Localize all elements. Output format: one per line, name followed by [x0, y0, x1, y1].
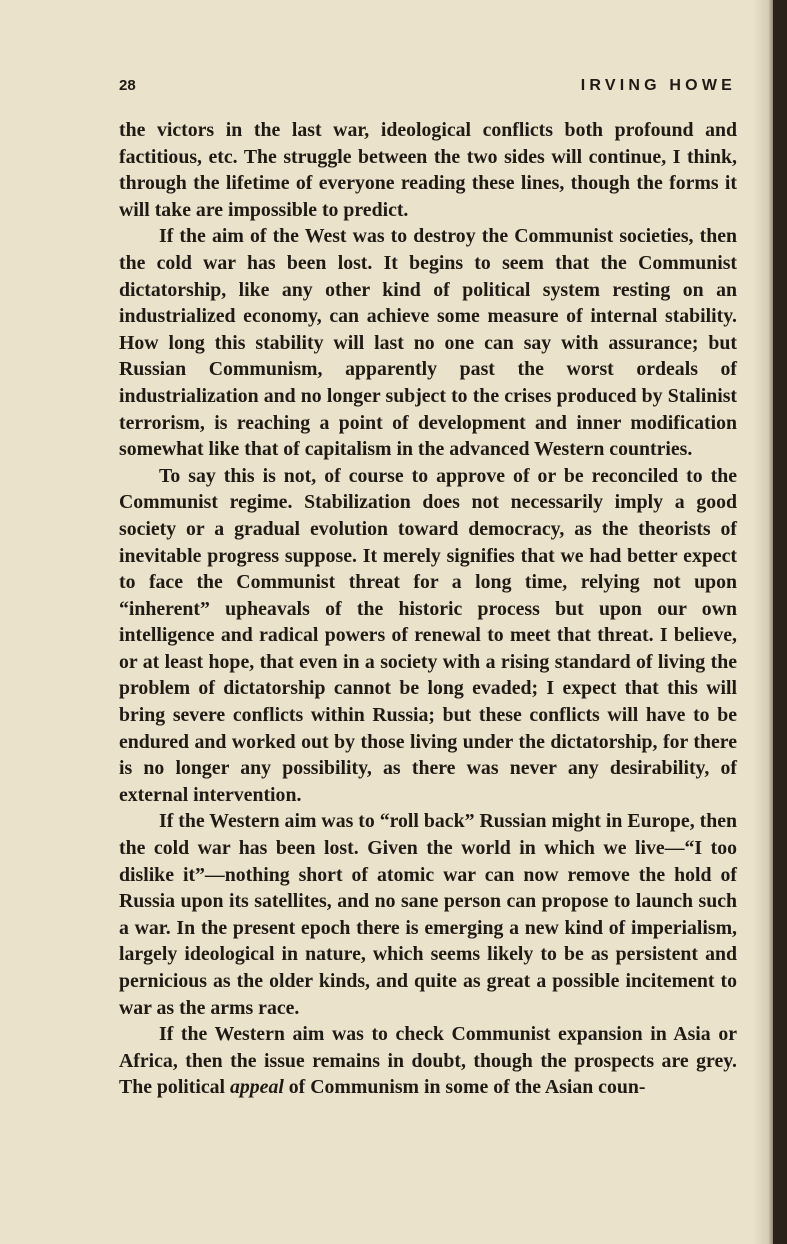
page-number: 28: [119, 77, 136, 94]
body-text: [119, 117, 737, 1101]
binding-edge: [773, 0, 787, 1244]
emphasized-word: appeal: [230, 1076, 284, 1099]
paragraph-5: [119, 1021, 737, 1101]
paragraph-4: If the Western aim was to “roll back” Russian might in Europe, then the cold war has been lost. Given the world in which we live—“I too dislike it”—nothing short of atomic war can now remove the hold of Russia upon its satellites, and no sane person can propose to launch such a war. In the present epoch there is emerging a new kind of imperialism, largely ideological in nature, which seems likely to be as persistent and pernicious as the older kinds, and quite as great a possible incitement to war as the arms race.: [119, 810, 737, 1019]
page-header: [119, 77, 736, 101]
paragraph-1: the victors in the last war, ideological conflicts both profound and factitious, etc. The struggle between the two sides will continue, I think, through the lifetime of everyone reading these lines, though the forms it will take are impossible to predict.: [119, 119, 737, 221]
running-head: IRVING HOWE: [580, 77, 736, 94]
paragraph-5-text-before: If the Western aim was to check Communist expansion in Asia or Africa, then the issue remains in doubt, though the prospects are grey. The political: [119, 1023, 737, 1099]
paragraph-3: To say this is not, of course to approve of or be reconciled to the Communist regime. Stabilization does not necessarily imply a good society or a gradual evolution toward democracy, as the theorists of inevitable progress suppose. It merely signifies that we had better expect to face the Communist threat for a long time, relying not upon “inherent” upheavals of the historic process but upon our own intelligence and radical powers of renewal to meet that threat. I believe, or at least hope, that even in a society with a rising standard of living the problem of dictatorship cannot be long evaded; I expect that this will bring severe conflicts within Russia; but these conflicts will have to be endured and worked out by those living under the dictatorship, for there is no longer any possibility, as there was never any desirability, of external intervention.: [119, 464, 737, 806]
paragraph-5-text-after: of Communism in some of the Asian coun-: [283, 1076, 646, 1099]
paragraph-2: If the aim of the West was to destroy the Communist societies, then the cold war has been lost. It begins to seem that the Communist dictatorship, like any other kind of political system resting on an industrialized economy, can achieve some measure of internal stability. How long this stability will last no one can say with assurance; but Russian Communism, apparently past the worst ordeals of industrialization and no longer subject to the crises produced by Stalinist terrorism, is reaching a point of development and inner modification somewhat like that of capitalism in the advanced Western countries.: [119, 225, 737, 461]
